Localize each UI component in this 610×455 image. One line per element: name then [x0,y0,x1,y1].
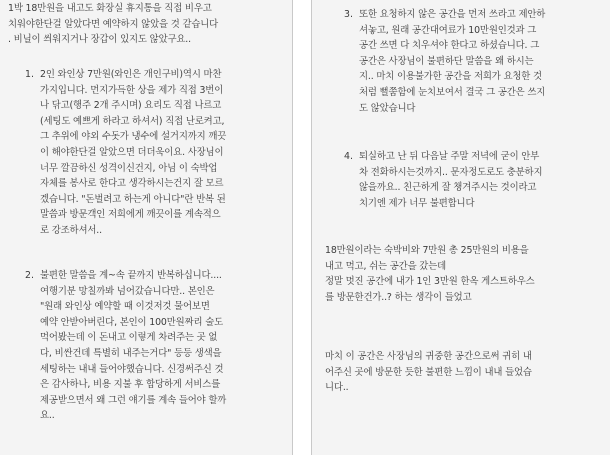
text-line: 정말 멋진 공간에 내가 1인 3만원 한옥 게스트하우스 [325,276,535,288]
summary-paragraph [325,243,535,305]
text-line: 제공받으면서 왜 그런 얘기를 계속 들어야 할까 [40,394,227,406]
left-note-panel [0,0,293,455]
text-line: 또한 요청하지 않은 공간을 먼저 쓰라고 제안하 [359,9,546,20]
list-number: 4. [344,151,353,162]
text-line: 처럼 뻘쭘함에 눈치보여서 결국 그 공간은 쓰지 [359,86,546,98]
text-line: 셔놓고, 원래 공간대여료가 10만원인것과 그 [359,24,537,36]
text-line: 마치 이 공간은 사장님의 귀중한 공간으로써 귀히 내 [325,351,532,362]
list-item-body [40,67,226,239]
text-line: 18만원이라는 숙박비와 7만원 총 25만원의 비용을 [325,245,529,256]
text-line: 1박 18만원을 내고도 화장실 휴지통을 직접 비우고 [8,3,212,14]
text-line: 말씀과 방문객인 저희에게 깨끗이를 계속적으 [40,209,221,221]
text-line: 불편한 말씀을 계~속 끝까지 반복하십니다.... [40,270,222,281]
intro-paragraph [8,1,218,48]
text-line: 자체를 봉사로 한다고 생각하시는건지 잘 모르 [40,178,224,190]
text-line: 그 추위에 야외 수돗가 냉수에 설거지까지 깨끗 [40,131,227,143]
text-line: 어주신 곳에 방문한 듯한 불편한 느낌이 내내 들었습 [325,366,532,378]
list-item-3 [333,7,545,116]
text-line: 이 해야한단걸 알았으면 더더욱이요. 사장님이 [40,146,224,158]
text-line: (세팅도 예쁘게 하라고 하셔서) 직접 난로켜고, [40,115,225,127]
text-line: 퇴실하고 난 뒤 다음날 주말 저녁에 굳이 안부 [359,151,540,162]
list-item-1 [14,67,226,239]
text-line: 요.. [40,410,55,422]
text-line: 가지입니다. 먼지가득한 상을 제가 직접 3번이 [40,84,224,96]
panel-gutter [293,0,311,455]
text-line: 공간은 사장님이 불편하단 말씀을 왜 하시는 [359,55,534,67]
text-line: 세팅하는 내내 들어야했습니다. 신경써주신 것 [40,363,224,375]
list-number: 3. [344,9,353,20]
text-line: 은 감사하나, 비용 지불 후 합당하게 서비스를 [40,379,221,391]
text-line: 예약 안받아버린다, 본인이 100만원짜리 술도 [40,316,224,328]
text-line: 공간 쓰면 다 치우셔야 한다고 하셨습니다. 그 [359,40,540,52]
text-line: 도 않았습니다 [359,102,416,114]
text-line: 니다.. [325,382,349,394]
text-line: 지.. 마치 이용불가한 공간을 저희가 요청한 것 [359,71,542,83]
text-line: 내고 먹고, 쉬는 공간을 갔는데 [325,260,447,272]
text-line: 다, 비싼건데 특별히 내주는거다" 등등 생색을 [40,347,222,359]
text-line: 여행기분 망칠까봐 넘어갔습니다만.. 본인은 [40,285,215,297]
list-item-4 [333,149,542,211]
list-item-body [359,7,545,116]
list-number: 2. [25,270,34,281]
text-line: 차 전화하시는것까지.. 문자정도로도 충분하지 [359,166,543,178]
right-note-panel [311,0,610,455]
text-line: 2인 와인상 7만원(와인은 개인구비)역시 마찬 [40,69,222,80]
text-line: "원래 와인상 예약할 때 이것저것 물어보면 [40,301,210,313]
text-line: 로 강조하셔서.. [40,224,102,236]
text-line: 않을까요.. 친근하게 잘 챙겨주시는 것이라고 [359,182,537,194]
list-item-body [359,149,542,211]
text-line: 너무 깔끔하신 성격이신건지, 아님 이 숙박업 [40,162,218,174]
text-line: 겠습니다. "돈벌려고 하는게 아니다"란 반복 된 [40,193,226,205]
text-line: 치워야한단걸 알았다면 예약하지 않았을 것 같습니다 [8,18,219,30]
list-number: 1. [25,69,34,80]
text-line: 먹어봤는데 이 돈내고 이렇게 차려주는 곳 없 [40,332,218,344]
panel-margin-line [292,0,293,455]
text-line: 를 방문한건가..? 하는 생각이 들었고 [325,291,472,303]
text-line: . 비닐이 씌워지거나 장갑이 있지도 않았구요.. [8,34,191,46]
closing-paragraph [325,349,532,396]
text-line: 나 닦고(행주 2개 주시며) 요리도 직접 나르고 [40,100,222,112]
list-item-body [40,268,226,424]
list-item-2 [14,268,226,424]
panel-margin-line [311,0,312,455]
text-line: 치기엔 제가 너무 불편합니다 [359,197,475,209]
